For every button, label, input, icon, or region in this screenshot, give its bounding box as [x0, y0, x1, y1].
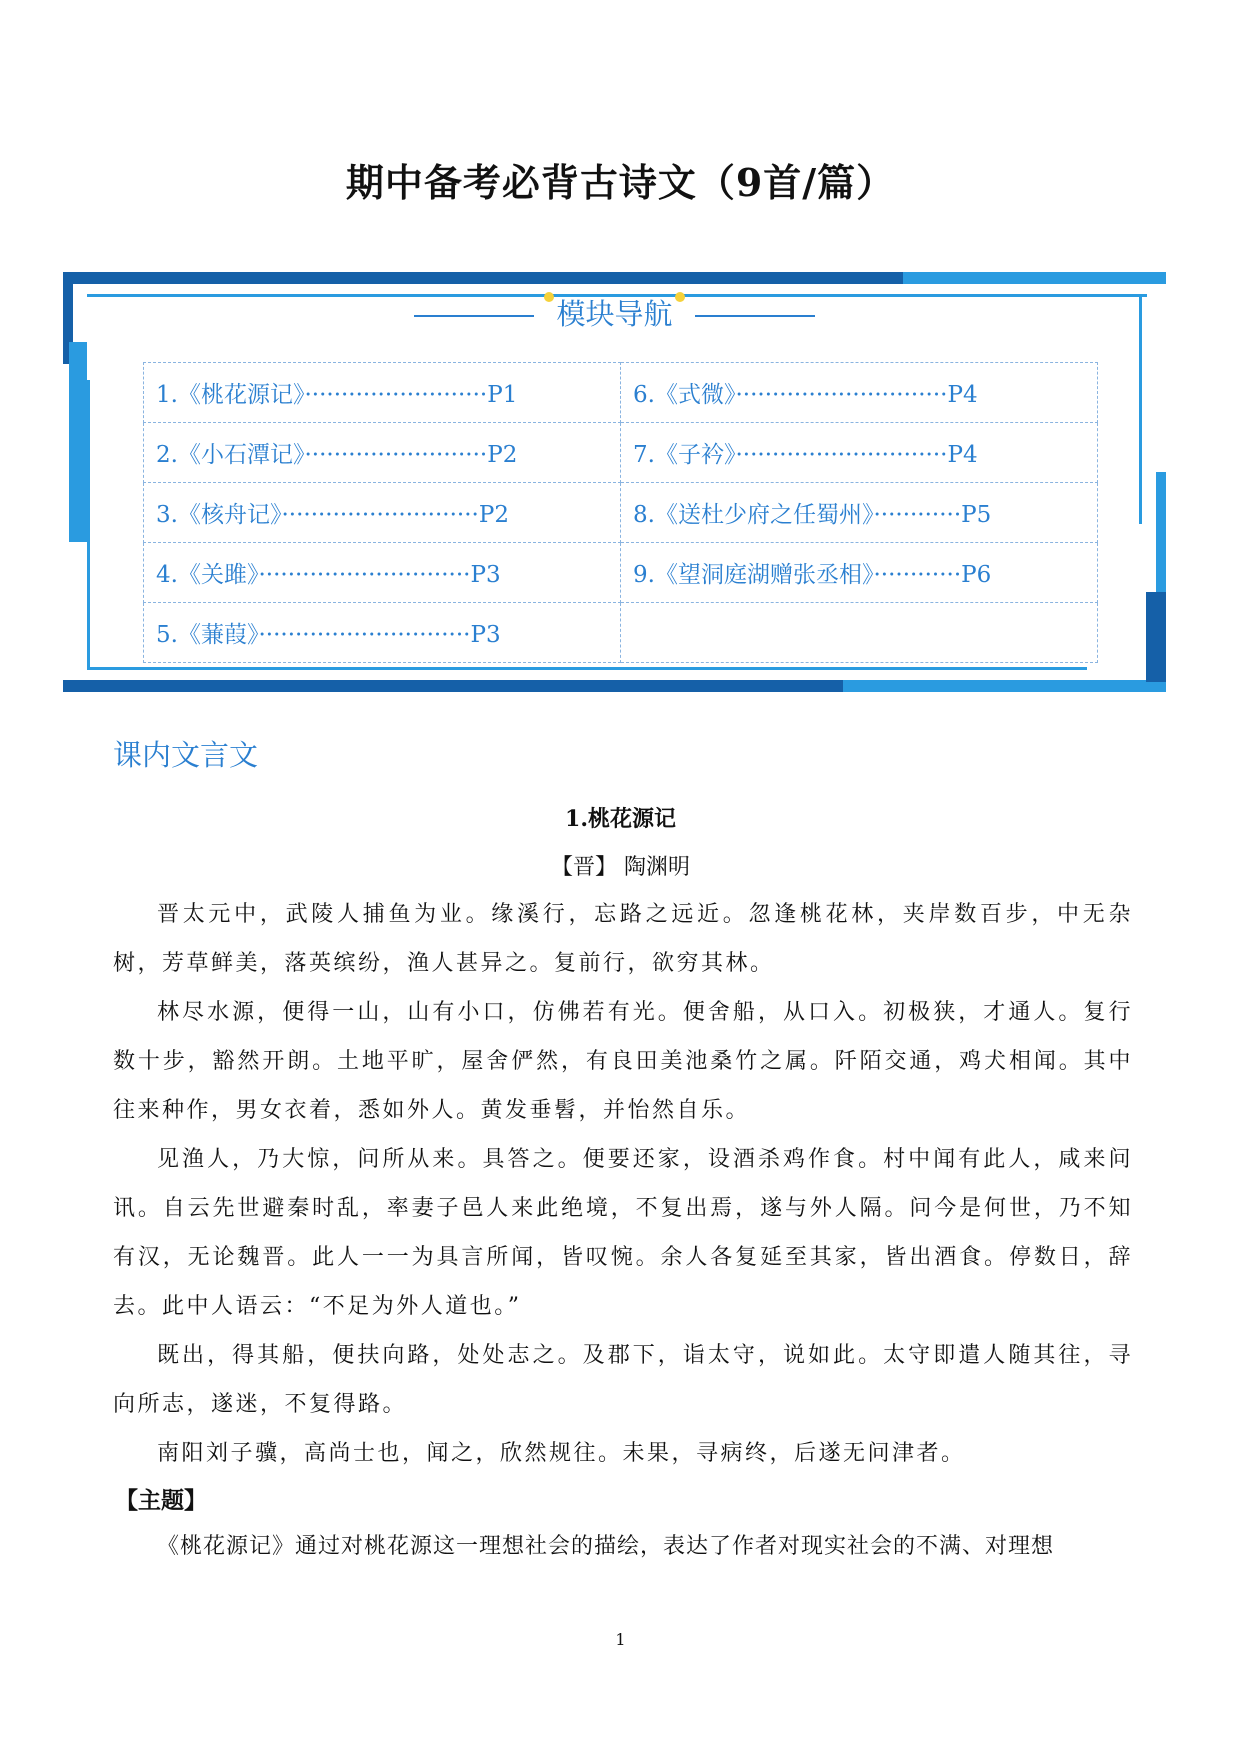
body-paragraph: 见渔人，乃大惊，问所从来。具答之。便要还家，设酒杀鸡作食。村中闻有此人，咸来问讯。自云先世避秦时乱，率妻子邑人来此绝境，不复出焉，遂与外人隔。问今是何世，乃不知有汉，无论魏晋。此人一一为具言所闻，皆叹惋。余人各复延至其家，皆出酒食。停数日，辞去。此中人语云：“不足为外人道也。”	[113, 1147, 1133, 1319]
toc-item[interactable]: 5.《蒹葭》·····························P3	[144, 603, 621, 663]
page-title: 期中备考必背古诗文（9首/篇）	[345, 160, 896, 205]
toc-item[interactable]: 8.《送杜少府之任蜀州》············P5	[621, 483, 1098, 543]
toc-item[interactable]: 1.《桃花源记》·························P1	[144, 363, 621, 423]
toc-item[interactable]: 3.《核舟记》···························P2	[144, 483, 621, 543]
nav-heading: 模块导航	[556, 297, 673, 331]
frame-inner-line-bottom	[87, 667, 1087, 670]
toc-item[interactable]: 9.《望洞庭湖赠张丞相》············P6	[621, 543, 1098, 603]
frame-bar-top-accent	[903, 272, 1166, 284]
toc-item-empty	[621, 603, 1098, 663]
heading-dot-right	[675, 292, 685, 302]
poem-title: 1.桃花源记	[565, 806, 676, 832]
poem-author: 【晋】 陶渊明	[551, 855, 690, 880]
frame-inner-line-left	[87, 380, 90, 670]
toc-item[interactable]: 2.《小石潭记》·························P2	[144, 423, 621, 483]
body-paragraph: 林尽水源，便得一山，山有小口，仿佛若有光。便舍船，从口入。初极狭，才通人。复行数十步，豁然开朗。土地平旷，屋舍俨然，有良田美池桑竹之属。阡陌交通，鸡犬相闻。其中往来种作，男女衣着，悉如外人。黄发垂髫，并怡然自乐。	[113, 1000, 1133, 1123]
section-heading: 课内文言文	[113, 738, 259, 772]
body-paragraph: 既出，得其船，便扶向路，处处志之。及郡下，诣太守，说如此。太守即遣人随其往，寻向所志，遂迷，不复得路。	[113, 1343, 1133, 1417]
toc-item[interactable]: 4.《关雎》·····························P3	[144, 543, 621, 603]
poem-body	[113, 890, 1133, 1478]
heading-deco-line-right	[695, 315, 815, 317]
heading-deco-line-left	[414, 315, 534, 317]
frame-bar-bottom-accent	[843, 680, 1166, 692]
nav-heading-row	[63, 292, 1166, 333]
frame-left-accent-light	[69, 342, 87, 542]
frame-right-accent-dark	[1146, 592, 1166, 682]
toc-item[interactable]: 6.《式微》·····························P4	[621, 363, 1098, 423]
toc-item[interactable]: 7.《子衿》·····························P4	[621, 423, 1098, 483]
body-paragraph: 晋太元中，武陵人捕鱼为业。缘溪行，忘路之远近。忽逢桃花林，夹岸数百步，中无杂树，芳草鲜美，落英缤纷，渔人甚异之。复前行，欲穷其林。	[113, 902, 1133, 976]
module-navigation	[63, 272, 1166, 692]
theme-label: 【主题】	[115, 1487, 207, 1514]
page-number: 1	[615, 1630, 626, 1649]
theme-text: 《桃花源记》通过对桃花源这一理想社会的描绘，表达了作者对现实社会的不满、对理想	[157, 1534, 1055, 1559]
heading-dot-left	[544, 292, 554, 302]
toc-table	[143, 362, 1098, 663]
body-paragraph: 南阳刘子骥，高尚士也，闻之，欣然规往。未果，寻病终，后遂无问津者。	[157, 1441, 966, 1466]
